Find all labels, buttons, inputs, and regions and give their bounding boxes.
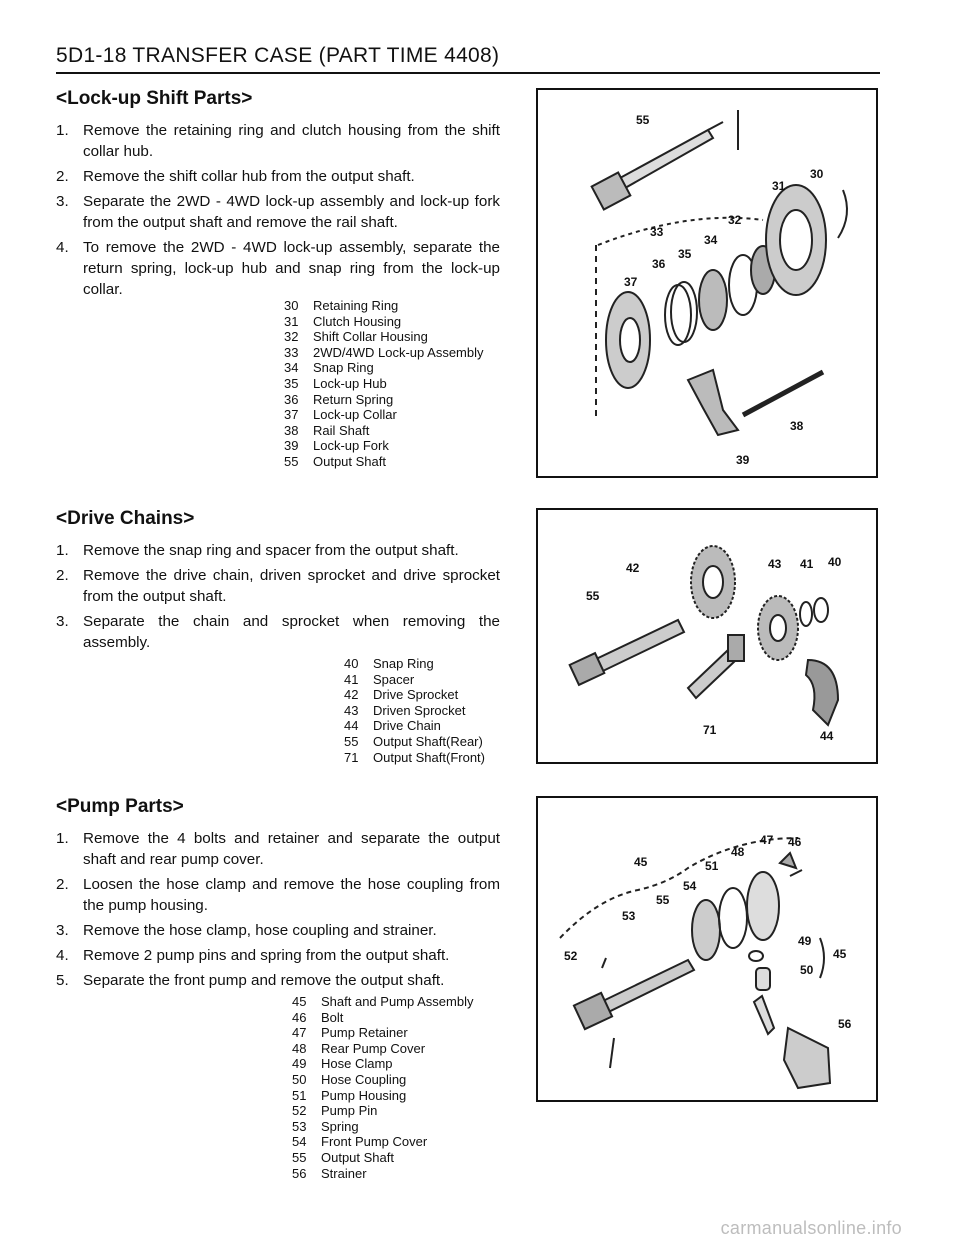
watermark-text: carmanualsonline.info — [720, 1218, 902, 1238]
section-lockup-shift-parts — [56, 88, 500, 304]
legend-row — [292, 1010, 473, 1026]
callout-label: 43 — [768, 557, 782, 571]
legend-row — [284, 454, 484, 470]
callout-label: 33 — [650, 225, 664, 239]
legend-number: 54 — [292, 1134, 307, 1150]
legend-number: 36 — [284, 391, 299, 407]
callout-label: 37 — [624, 275, 638, 289]
legend-number: 48 — [292, 1040, 307, 1056]
legend-number: 55 — [284, 453, 299, 469]
callout-label: 55 — [636, 113, 650, 127]
legend-row — [292, 1134, 473, 1150]
legend-name: Hose Clamp — [321, 1056, 393, 1072]
step-item — [56, 611, 500, 653]
legend-number: 56 — [292, 1165, 307, 1181]
legend-row — [284, 376, 484, 392]
callout-label: 30 — [810, 167, 824, 181]
legend-number: 51 — [292, 1087, 307, 1103]
legend-name: Retaining Ring — [313, 298, 399, 313]
legend-number: 44 — [344, 718, 359, 734]
callout-label: 45 — [833, 947, 847, 961]
legend-row — [284, 298, 484, 314]
legend-number: 34 — [284, 360, 299, 376]
legend-row — [292, 994, 473, 1010]
figure-drive-chains — [536, 508, 878, 764]
callout-label: 50 — [800, 963, 814, 977]
step-text: Loosen the hose clamp and remove the hose coupling from the pump housing. — [83, 876, 500, 914]
legend-number: 37 — [284, 407, 299, 423]
callout-label: 48 — [731, 845, 745, 859]
legend-number: 47 — [292, 1025, 307, 1041]
legend-name: Hose Coupling — [321, 1071, 407, 1087]
legend-number: 40 — [344, 656, 359, 671]
callout-label: 40 — [828, 555, 842, 569]
section-pump-parts — [56, 796, 500, 995]
legend-row — [292, 1072, 473, 1088]
legend-number: 53 — [292, 1118, 307, 1134]
callout-label: 46 — [788, 835, 802, 849]
parts-legend — [284, 298, 484, 470]
step-item — [56, 540, 500, 561]
legend-row — [284, 407, 484, 423]
legend-row — [292, 1056, 473, 1072]
legend-number: 32 — [284, 329, 299, 345]
exploded-view-lockup — [538, 90, 876, 476]
step-number: 2. — [56, 168, 69, 185]
legend-name: Front Pump Cover — [321, 1134, 428, 1150]
callout-label: 51 — [705, 859, 719, 873]
legend-row — [344, 672, 485, 688]
step-number: 3. — [56, 613, 69, 630]
callout-label: 31 — [772, 179, 786, 193]
section-title: <Drive Chains> — [56, 508, 195, 529]
legend-number: 31 — [284, 313, 299, 329]
step-text: Remove the shift collar hub from the output shaft. — [83, 168, 415, 185]
legend-name: Pump Housing — [321, 1087, 407, 1103]
step-number: 3. — [56, 922, 69, 939]
legend-name: Spacer — [373, 671, 415, 687]
figure-lockup-shift-parts — [536, 88, 878, 478]
legend-number: 33 — [284, 344, 299, 360]
legend-name: Shift Collar Housing — [313, 329, 428, 345]
legend-name: 2WD/4WD Lock-up Assembly — [313, 344, 484, 360]
legend-name: Bolt — [321, 1009, 344, 1025]
legend-row — [344, 734, 485, 750]
legend-name: Lock-up Collar — [313, 407, 397, 423]
legend-name: Pump Retainer — [321, 1025, 408, 1041]
step-item — [56, 191, 500, 233]
section-title: <Lock-up Shift Parts> — [56, 88, 253, 109]
callout-label: 53 — [622, 909, 636, 923]
callout-label: 42 — [626, 561, 640, 575]
legend-row — [292, 1166, 473, 1182]
legend-number: 49 — [292, 1056, 307, 1072]
section-drive-chains — [56, 508, 500, 657]
step-number: 4. — [56, 239, 69, 256]
legend-name: Lock-up Fork — [313, 438, 389, 454]
legend-number: 71 — [344, 749, 359, 765]
header-rule — [56, 72, 880, 74]
legend-row — [344, 750, 485, 766]
legend-row — [344, 687, 485, 703]
step-number: 1. — [56, 122, 69, 139]
legend-row — [344, 703, 485, 719]
callout-label: 56 — [838, 1017, 852, 1031]
legend-name: Pump Pin — [321, 1103, 378, 1119]
callout-label: 49 — [798, 934, 812, 948]
legend-row — [292, 1088, 473, 1104]
legend-row — [284, 314, 484, 330]
step-text: Remove the retaining ring and clutch housing from the shift collar hub. — [83, 122, 500, 160]
step-text: Remove the snap ring and spacer from the output shaft. — [83, 542, 459, 559]
callout-label: 39 — [736, 453, 750, 467]
legend-name: Snap Ring — [373, 656, 434, 671]
parts-legend — [344, 656, 485, 765]
legend-name: Shaft and Pump Assembly — [321, 994, 474, 1009]
legend-number: 30 — [284, 298, 299, 313]
legend-name: Spring — [321, 1118, 359, 1134]
legend-row — [344, 656, 485, 672]
legend-number: 55 — [292, 1149, 307, 1165]
step-text: Remove the hose clamp, hose coupling and strainer. — [83, 922, 437, 939]
step-number: 1. — [56, 830, 69, 847]
step-text: Separate the front pump and remove the output shaft. — [83, 972, 445, 989]
legend-row — [284, 438, 484, 454]
legend-number: 39 — [284, 438, 299, 454]
legend-name: Return Spring — [313, 391, 394, 407]
legend-number: 45 — [292, 994, 307, 1009]
step-item — [56, 970, 500, 991]
legend-name: Output Shaft — [321, 1149, 394, 1165]
legend-number: 41 — [344, 671, 359, 687]
callout-label: 36 — [652, 257, 666, 271]
step-text: Separate the chain and sprocket when removing the assembly. — [83, 613, 500, 651]
legend-row — [284, 360, 484, 376]
section-title: <Pump Parts> — [56, 796, 184, 817]
parts-legend — [292, 994, 473, 1181]
legend-name: Rail Shaft — [313, 422, 370, 438]
legend-number: 38 — [284, 422, 299, 438]
legend-name: Output Shaft(Rear) — [373, 733, 483, 749]
callout-label: 35 — [678, 247, 692, 261]
legend-row — [292, 1150, 473, 1166]
step-text: Remove the 4 bolts and retainer and separate the output shaft and rear pump cover. — [83, 830, 500, 868]
callout-label: 32 — [728, 213, 742, 227]
step-number: 3. — [56, 193, 69, 210]
exploded-view-drive-chains — [538, 510, 876, 762]
legend-number: 35 — [284, 375, 299, 391]
step-number: 2. — [56, 876, 69, 893]
step-item — [56, 237, 500, 300]
legend-number: 46 — [292, 1009, 307, 1025]
legend-name: Output Shaft — [313, 453, 386, 469]
step-item — [56, 945, 500, 966]
legend-name: Drive Sprocket — [373, 687, 459, 703]
step-text: Separate the 2WD - 4WD lock-up assembly and lock-up fork from the output shaft and remove the rail shaft. — [83, 193, 500, 231]
legend-row — [284, 423, 484, 439]
figure-pump-parts — [536, 796, 878, 1102]
callout-label: 38 — [790, 419, 804, 433]
callout-label: 54 — [683, 879, 697, 893]
legend-name: Snap Ring — [313, 360, 374, 376]
callout-label: 55 — [586, 589, 600, 603]
step-number: 1. — [56, 542, 69, 559]
legend-row — [292, 1041, 473, 1057]
legend-row — [292, 1103, 473, 1119]
callout-label: 41 — [800, 557, 814, 571]
callout-label: 55 — [656, 893, 670, 907]
legend-row — [292, 1025, 473, 1041]
step-item — [56, 874, 500, 916]
step-text: Remove the drive chain, driven sprocket and drive sprocket from the output shaft. — [83, 567, 500, 605]
legend-name: Output Shaft(Front) — [373, 749, 485, 765]
step-list — [56, 828, 500, 991]
step-text: Remove 2 pump pins and spring from the output shaft. — [83, 947, 450, 964]
step-number: 2. — [56, 567, 69, 584]
step-item — [56, 828, 500, 870]
legend-row — [292, 1119, 473, 1135]
step-item — [56, 120, 500, 162]
step-item — [56, 565, 500, 607]
legend-number: 42 — [344, 687, 359, 703]
callout-label: 71 — [703, 723, 717, 737]
legend-number: 55 — [344, 733, 359, 749]
step-text: To remove the 2WD - 4WD lock-up assembly, separate the return spring, lock-up hub and snap ring from the lock-up collar. — [83, 239, 500, 298]
callout-label: 34 — [704, 233, 718, 247]
legend-name: Strainer — [321, 1165, 367, 1181]
exploded-view-pump — [538, 798, 876, 1100]
legend-number: 52 — [292, 1103, 307, 1119]
legend-row — [284, 392, 484, 408]
step-list — [56, 120, 500, 300]
legend-name: Drive Chain — [373, 718, 441, 734]
callout-label: 52 — [564, 949, 578, 963]
legend-name: Rear Pump Cover — [321, 1040, 426, 1056]
legend-name: Clutch Housing — [313, 313, 402, 329]
legend-number: 43 — [344, 702, 359, 718]
callout-label: 45 — [634, 855, 648, 869]
legend-number: 50 — [292, 1071, 307, 1087]
page-header: 5D1-18 TRANSFER CASE (PART TIME 4408) — [56, 44, 500, 67]
step-number: 4. — [56, 947, 69, 964]
callout-label: 47 — [760, 833, 774, 847]
legend-name: Lock-up Hub — [313, 375, 387, 391]
callout-label: 44 — [820, 729, 834, 743]
legend-row — [284, 345, 484, 361]
legend-name: Driven Sprocket — [373, 702, 466, 718]
legend-row — [284, 329, 484, 345]
step-item — [56, 920, 500, 941]
legend-row — [344, 718, 485, 734]
step-number: 5. — [56, 972, 69, 989]
step-item — [56, 166, 500, 187]
step-list — [56, 540, 500, 653]
